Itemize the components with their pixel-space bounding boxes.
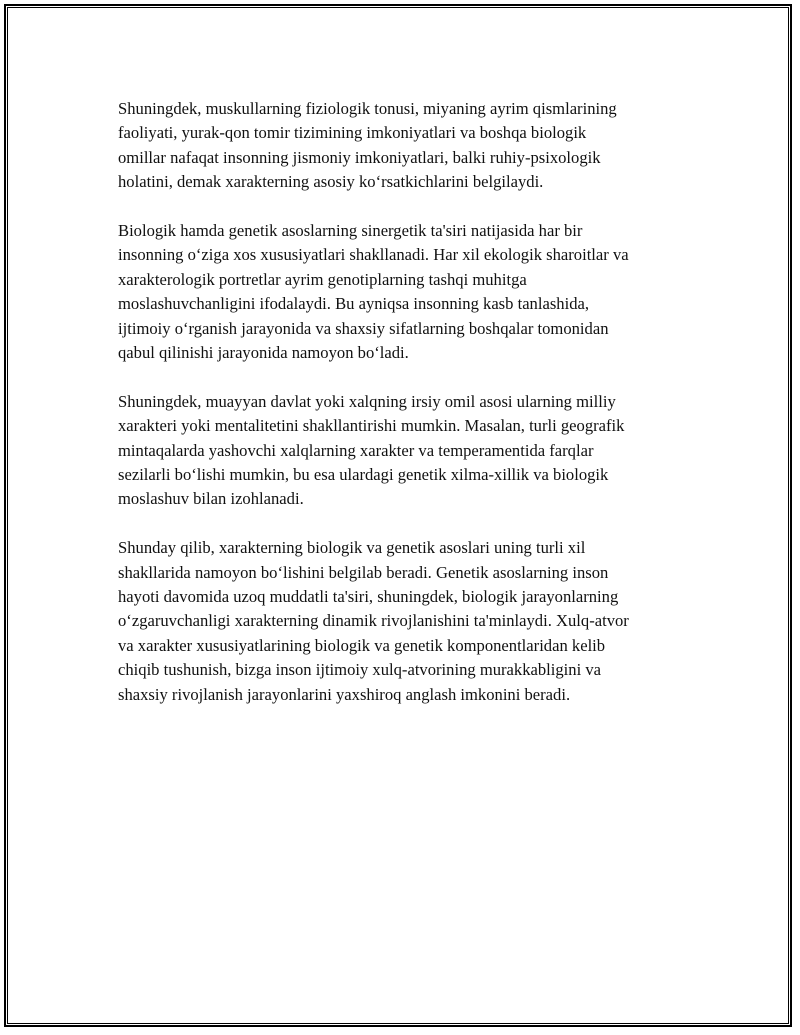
document-body xyxy=(118,97,698,732)
document-page xyxy=(4,4,792,1027)
paragraph-4: Shunday qilib, xarakterning biologik va genetik asoslari uning turli xil shakllarida namoyon bo‘lishini belgilab beradi. Genetik asoslarning inson hayoti davomida uzoq muddatli ta'siri, shuningdek, biologik jarayonlarning o‘zgaruvchanligi xarakterning dinamik rivojlanishini ta'minlaydi. Xulq-atvor va xarakter xususiyatlarining biologik va genetik komponentlaridan kelib chiqib tushunish, bizga inson ijtimoiy xulq-atvorining murakkabligini va shaxsiy rivojlanish jarayonlarini yaxshiroq anglash imkonini beradi. xyxy=(118,538,629,704)
paragraph-3: Shuningdek, muayyan davlat yoki xalqning irsiy omil asosi ularning milliy xarakteri yoki mentalitetini shakllantirishi mumkin. Masalan, turli geografik mintaqalarda yashovchi xalqlarning xarakter va temperamentida farqlar sezilarli bo‘lishi mumkin, bu esa ulardagi genetik xilma-xillik va biologik moslashuv bilan izohlanadi. xyxy=(118,391,625,509)
paragraph-1: Shuningdek, muskullarning fiziologik tonusi, miyaning ayrim qismlarining faoliyati, yurak-qon tomir tizimining imkoniyatlari va boshqa biologik omillar nafaqat insonning jismoniy imkoniyatlari, balki ruhiy-psixologik holatini, demak xarakterning asosiy ko‘rsatkichlarini belgilaydi. xyxy=(118,99,617,192)
paragraph-2: Biologik hamda genetik asoslarning sinergetik ta'siri natijasida har bir insonning o‘ziga xos xususiyatlari shakllanadi. Har xil ekologik sharoitlar va xarakterologik portretlar ayrim genotiplarning tashqi muhitga moslashuvchanligini ifodalaydi. Bu ayniqsa insonning kasb tanlashida, ijtimoiy o‘rganish jarayonida va shaxsiy sifatlarning boshqalar tomonidan qabul qilinishi jarayonida namoyon bo‘ladi. xyxy=(118,221,629,363)
